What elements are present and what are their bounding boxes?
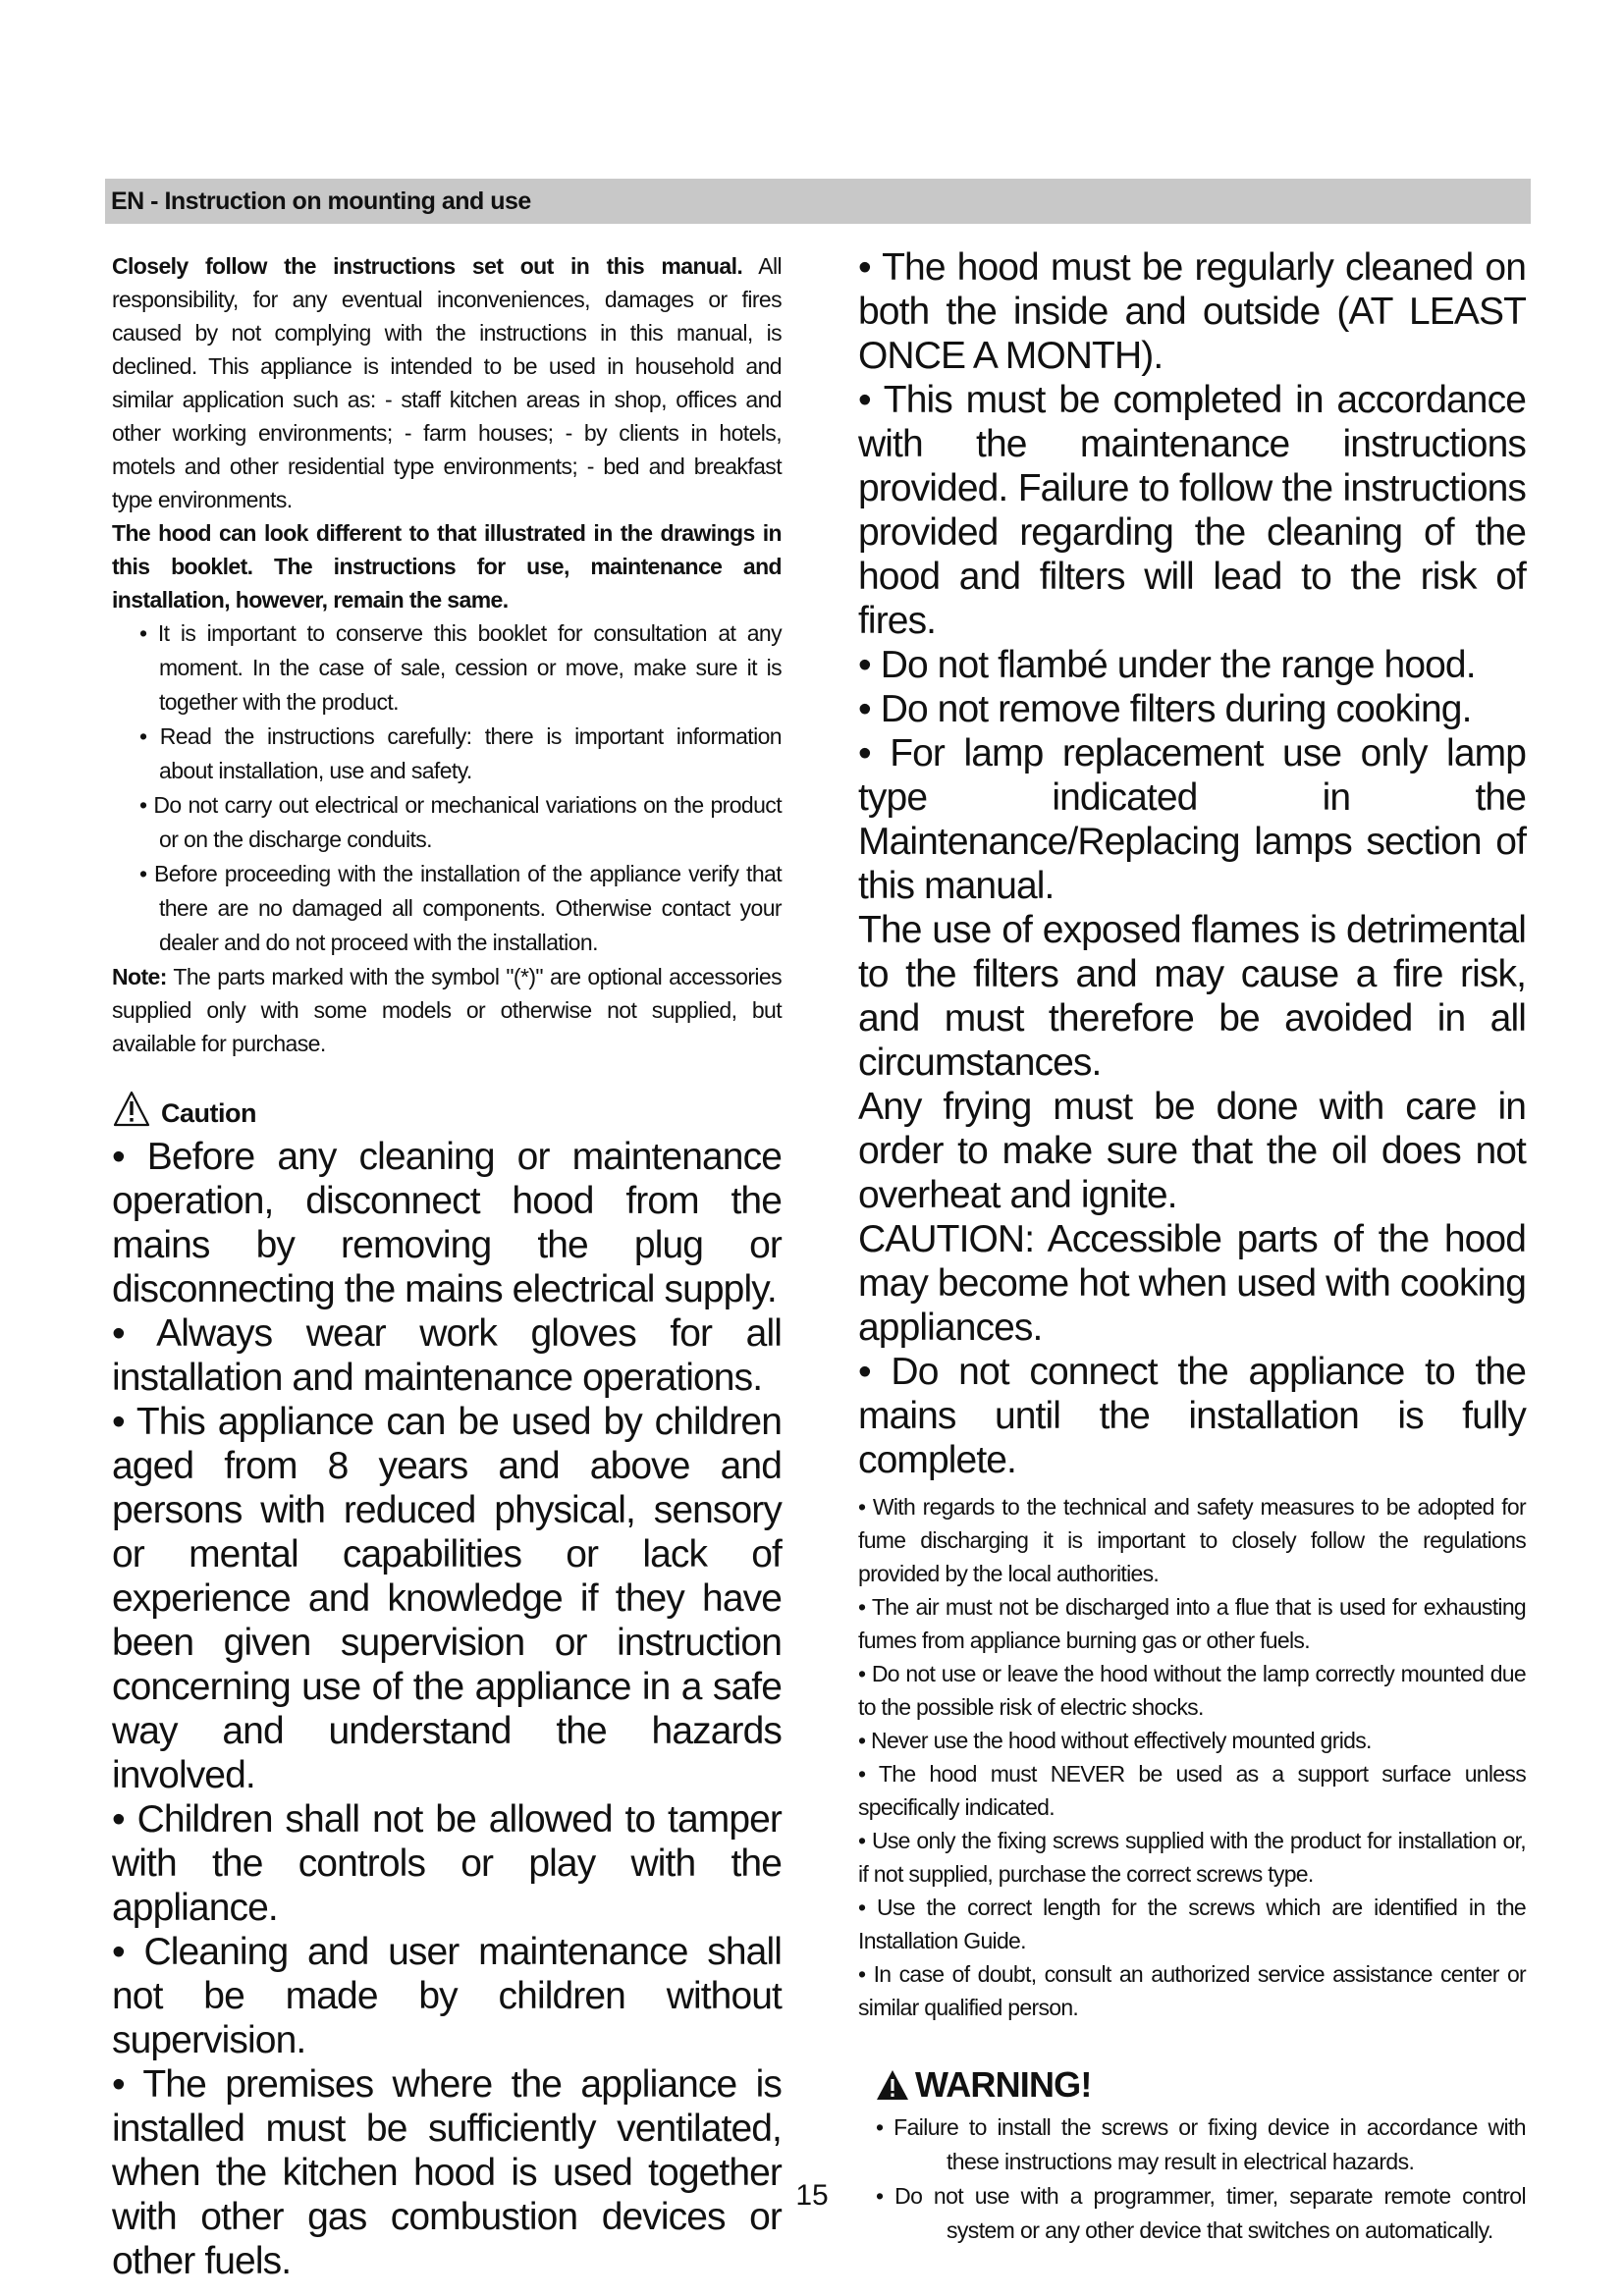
maintenance-item: The use of exposed flames is detrimental to the filters and may cause a fire risk, and must therefore be avoided in all circumstances.	[858, 909, 1526, 1084]
safety-item: • The hood must NEVER be used as a support surface unless specifically indicated.	[858, 1761, 1526, 1820]
safety-item: • The air must not be discharged into a flue that is used for exhausting fumes from appliance burning gas or other fuels.	[858, 1594, 1526, 1653]
safety-item: • Use the correct length for the screws which are identified in the Installation Guide.	[858, 1895, 1526, 1953]
note-paragraph	[112, 960, 782, 1060]
caution-item: • Before any cleaning or maintenance operation, disconnect hood from the mains by removing the plug or disconnecting the mains electrical supply.	[112, 1136, 782, 1310]
maintenance-item: • This must be completed in accordance with the maintenance instructions provided. Failure to follow the instructions provided regarding the cleaning of the hood and filters will lead to the risk of fires.	[858, 379, 1526, 642]
intro-bold-text: Closely follow the instructions set out in this manual.	[112, 253, 743, 279]
note-text: The parts marked with the symbol "(*)" are optional accessories supplied only with some models or otherwise not supplied, but available for purchase.	[112, 964, 782, 1056]
right-column	[858, 245, 1526, 2248]
maintenance-item: • Do not flambé under the range hood.	[858, 644, 1476, 686]
safety-list	[858, 1490, 1526, 2024]
maintenance-item: Any frying must be done with care in order to make sure that the oil does not overheat and ignite.	[858, 1086, 1526, 1216]
maintenance-item: • The hood must be regularly cleaned on both the inside and outside (AT LEAST ONCE A MONTH).	[858, 246, 1526, 377]
maintenance-item: • Do not remove filters during cooking.	[858, 688, 1472, 730]
warning-heading	[876, 2063, 1526, 2107]
general-bullet-list	[112, 616, 782, 960]
section-title: EN - Instruction on mounting and use	[111, 187, 531, 215]
caution-item: • Children shall not be allowed to tamper with the controls or play with the appliance.	[112, 1798, 782, 1929]
safety-item: • In case of doubt, consult an authorized service assistance center or similar qualified person.	[858, 1961, 1526, 2020]
safety-item: • Do not use or leave the hood without the lamp correctly mounted due to the possible risk of electric shocks.	[858, 1661, 1526, 1720]
bullet-item: • Do not carry out electrical or mechanical variations on the product or on the discharge conduits.	[139, 792, 782, 852]
note-label: Note:	[112, 964, 167, 989]
caution-heading	[112, 1082, 782, 1129]
bullet-item: • Read the instructions carefully: there is important information about installation, use and safety.	[139, 723, 782, 783]
caution-item: • This appliance can be used by children aged from 8 years and above and persons with reduced physical, sensory or mental capabilities or lack of experience and knowledge if they have been given supervision or instruction concerning use of the appliance in a safe way and understand the hazards involved.	[112, 1401, 782, 1796]
intro-paragraph	[112, 249, 782, 516]
caution-item: • Always wear work gloves for all installation and maintenance operations.	[112, 1312, 782, 1399]
bullet-item: • It is important to conserve this booklet for consultation at any moment. In the case of sale, cession or move, make sure it is together with the product.	[139, 620, 782, 715]
caution-triangle-icon	[112, 1090, 151, 1129]
maintenance-list	[858, 245, 1526, 1482]
caution-label: Caution	[161, 1098, 256, 1128]
caution-item: • Cleaning and user maintenance shall not be made by children without supervision.	[112, 1931, 782, 2061]
caution-list	[112, 1135, 782, 2283]
appearance-notice	[112, 516, 782, 616]
safety-item: • Never use the hood without effectively mounted grids.	[858, 1728, 1372, 1753]
maintenance-item: • For lamp replacement use only lamp type indicated in the Maintenance/Replacing lamps section of this manual.	[858, 732, 1526, 907]
appearance-notice-text: The hood can look different to that illustrated in the drawings in this booklet. The instructions for use, maintenance and installation, however, remain the same.	[112, 520, 782, 613]
section-header-bar	[105, 179, 1531, 224]
warning-item: • Failure to install the screws or fixing device in accordance with these instructions may result in electrical hazards.	[876, 2114, 1526, 2174]
warning-triangle-icon	[876, 2069, 909, 2101]
maintenance-item: • Do not connect the appliance to the mains until the installation is fully complete.	[858, 1351, 1526, 1481]
safety-item: • Use only the fixing screws supplied with the product for installation or, if not supplied, purchase the correct screws type.	[858, 1828, 1526, 1887]
safety-item: • With regards to the technical and safety measures to be adopted for fume discharging it is important to closely follow the regulations provided by the local authorities.	[858, 1494, 1526, 1586]
warning-item: • Do not use with a programmer, timer, separate remote control system or any other device that switches on automatically.	[876, 2183, 1526, 2243]
caution-item: • The premises where the appliance is installed must be sufficiently ventilated, when the kitchen hood is used together with other gas combustion devices or other fuels.	[112, 2063, 782, 2282]
warning-label: WARNING!	[915, 2064, 1092, 2105]
page-number: 15	[795, 2179, 829, 2212]
intro-text: All responsibility, for any eventual inconveniences, damages or fires caused by not complying with the instructions in this manual, is declined. This appliance is intended to be used in household and similar application such as: - staff kitchen areas in shop, offices and other working environments; - farm houses; - by clients in hotels, motels and other residential type environments; - bed and breakfast type environments.	[112, 253, 782, 512]
left-column	[112, 249, 782, 2283]
maintenance-item: CAUTION: Accessible parts of the hood may become hot when used with cooking appliances.	[858, 1218, 1526, 1349]
bullet-item: • Before proceeding with the installation of the appliance verify that there are no damaged all components. Otherwise contact your dealer and do not proceed with the installation.	[139, 861, 782, 955]
